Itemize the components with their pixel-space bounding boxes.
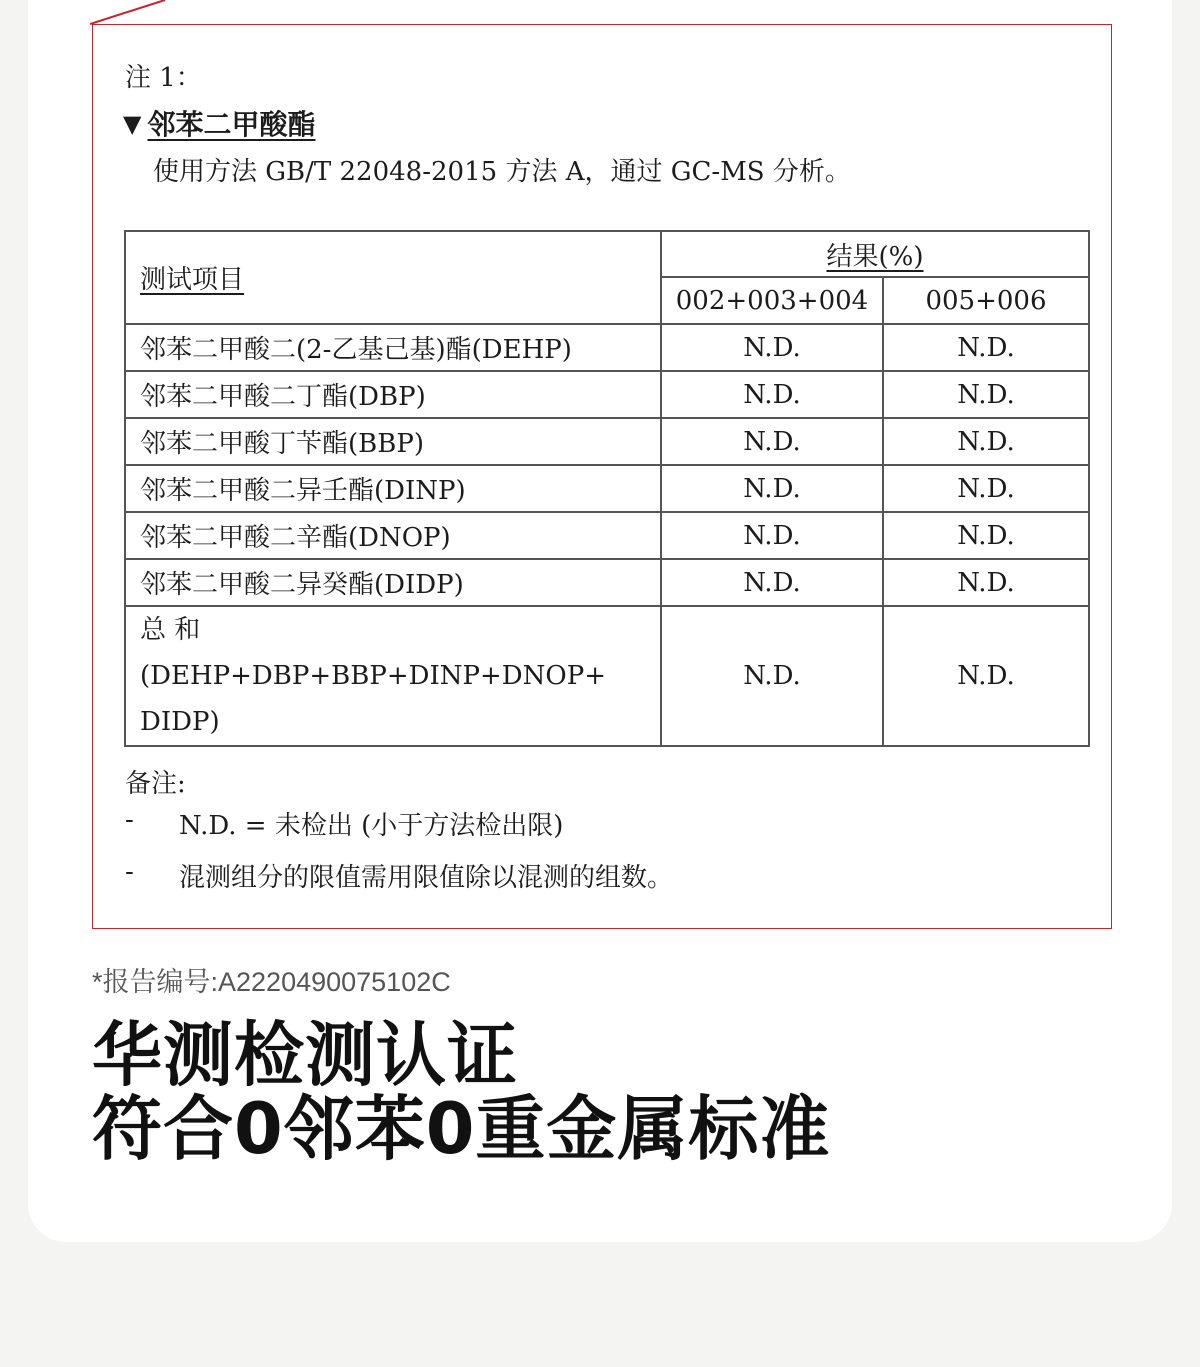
row-value-a: N.D. [661, 418, 883, 465]
row-value-a: N.D. [661, 324, 883, 371]
sum-value-b: N.D. [883, 606, 1089, 746]
remarks-title: 备注: [125, 769, 186, 799]
table-row [125, 465, 1089, 512]
section-title-text: 邻苯二甲酸酯 [147, 108, 316, 141]
remark-item: - 混测组分的限值需用限值除以混测的组数。 [125, 857, 674, 893]
col-b-header: 005+006 [883, 277, 1089, 324]
row-value-a: N.D. [661, 512, 883, 559]
sum-value-a: N.D. [661, 606, 883, 746]
row-value-b: N.D. [883, 371, 1089, 418]
sum-item: 总 和 (DEHP+DBP+BBP+DINP+DNOP+ DIDP) [125, 606, 661, 746]
headline [92, 1014, 831, 1170]
test-report-frame [92, 24, 1112, 929]
row-item: 邻苯二甲酸二辛酯(DNOP) [125, 512, 661, 559]
row-value-b: N.D. [883, 418, 1089, 465]
result-header: 结果(%) [661, 231, 1089, 277]
report-number: *报告编号:A2220490075102C [92, 967, 451, 997]
row-item: 邻苯二甲酸二异壬酯(DINP) [125, 465, 661, 512]
table-row [125, 559, 1089, 606]
row-value-a: N.D. [661, 465, 883, 512]
row-value-b: N.D. [883, 512, 1089, 559]
triangle-down-icon: ▼ [123, 108, 142, 138]
row-value-b: N.D. [883, 324, 1089, 371]
accent-line [90, 0, 180, 26]
section-title [123, 103, 315, 143]
table-row [125, 371, 1089, 418]
table-row-sum [125, 606, 1089, 746]
item-header: 测试项目 [125, 231, 661, 324]
headline-line1: 华测检测认证 [92, 1014, 518, 1096]
row-value-a: N.D. [661, 371, 883, 418]
results-table [124, 230, 1090, 747]
note-heading: 注 1： [125, 63, 202, 93]
col-a-header: 002+003+004 [661, 277, 883, 324]
row-item: 邻苯二甲酸丁苄酯(BBP) [125, 418, 661, 465]
row-value-b: N.D. [883, 559, 1089, 606]
row-item: 邻苯二甲酸二异癸酯(DIDP) [125, 559, 661, 606]
row-value-b: N.D. [883, 465, 1089, 512]
row-value-a: N.D. [661, 559, 883, 606]
table-row [125, 324, 1089, 371]
method-text: 使用方法 GB/T 22048-2015 方法 A，通过 GC-MS 分析。 [153, 157, 851, 187]
row-item: 邻苯二甲酸二丁酯(DBP) [125, 371, 661, 418]
headline-line2: 符合0邻苯0重金属标准 [92, 1088, 831, 1170]
row-item: 邻苯二甲酸二(2-乙基己基)酯(DEHP) [125, 324, 661, 371]
table-row [125, 512, 1089, 559]
remark-item: - N.D. = 未检出 (小于方法检出限) [125, 805, 564, 841]
table-row [125, 418, 1089, 465]
